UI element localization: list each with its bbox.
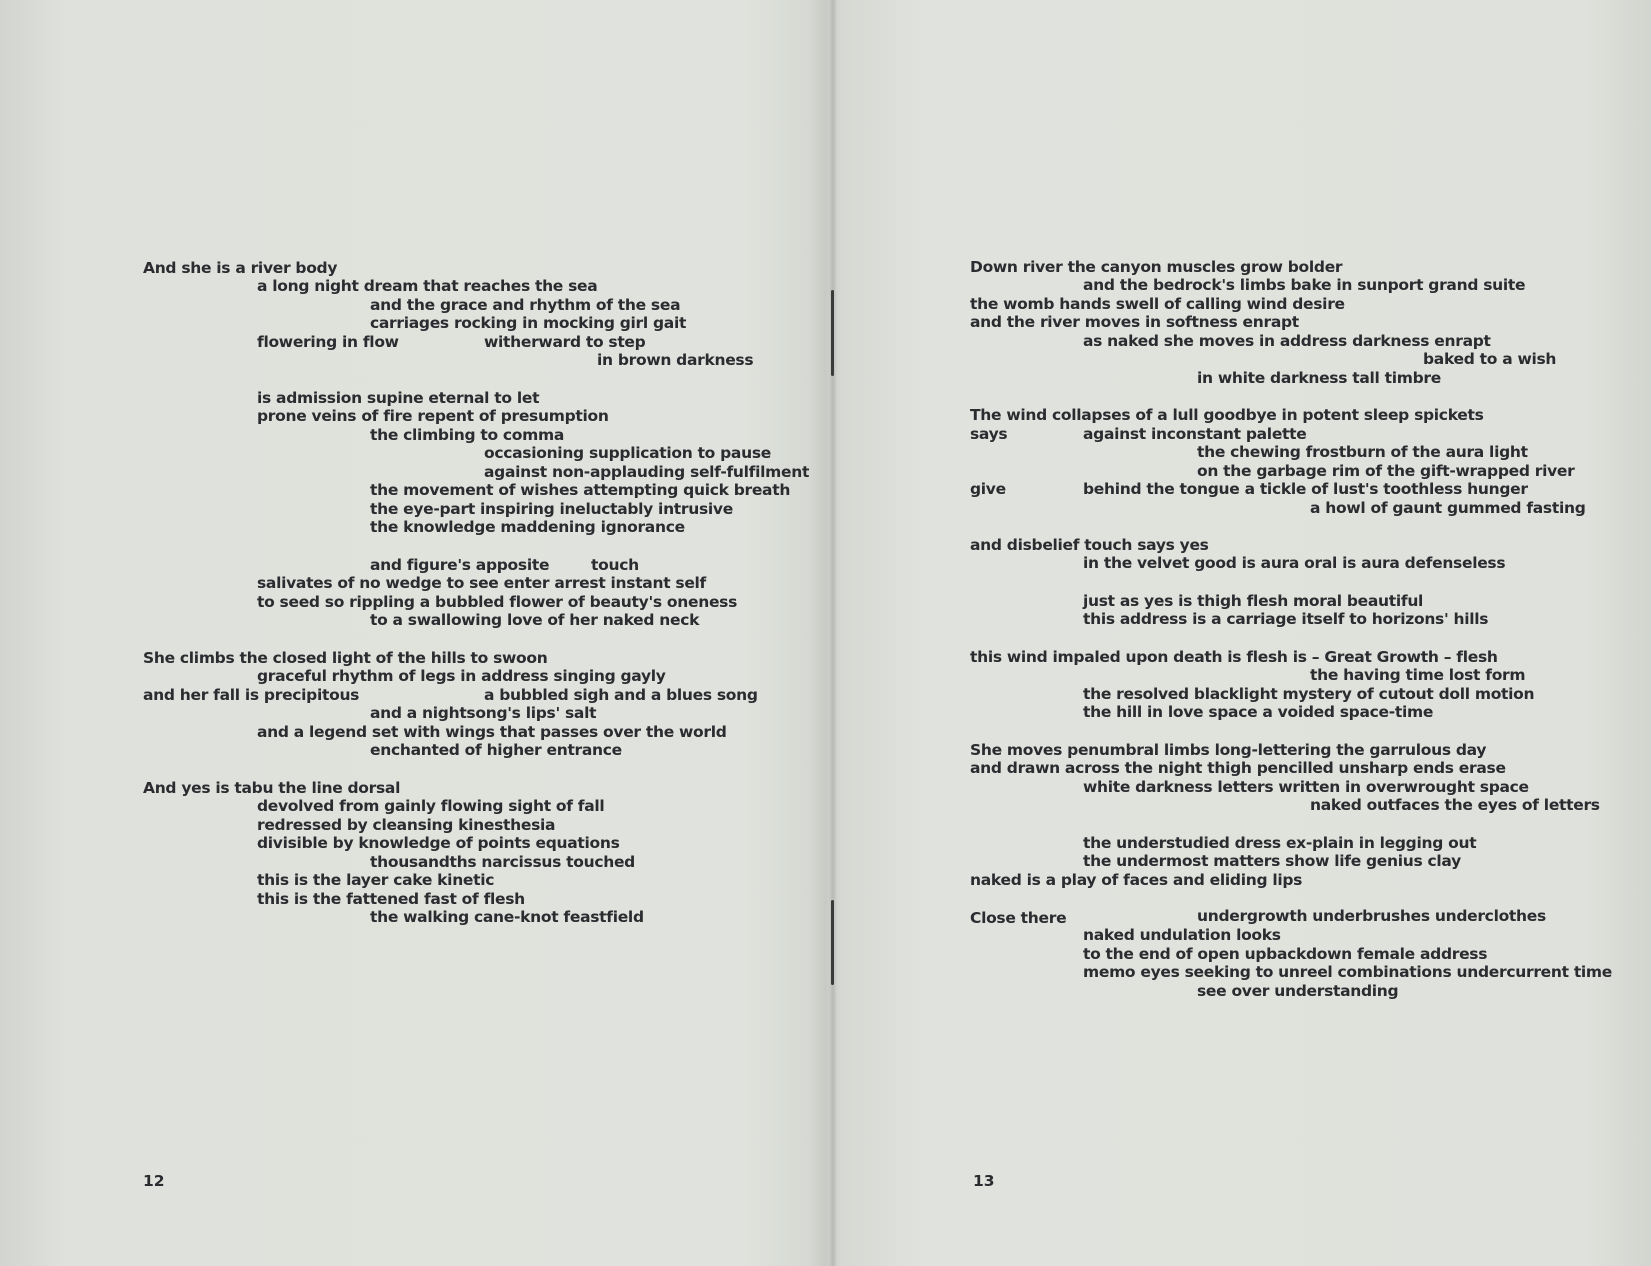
poem-line: this address is a carriage itself to horizons' hills [1083,610,1489,628]
poem-line: in white darkness tall timbre [1197,369,1441,387]
poem-line: and the bedrock's limbs bake in sunport grand suite [1083,276,1526,294]
poem-line: and a nightsong's lips' salt [370,704,597,722]
poem-line: occasioning supplication to pause [484,444,771,462]
poem-line: Down river the canyon muscles grow bolder [970,258,1343,276]
poem-line: in brown darkness [597,351,754,369]
poem-line: to seed so rippling a bubbled flower of beauty's oneness [257,593,738,611]
poem-line: naked outfaces the eyes of letters [1310,796,1600,814]
poem-line: flowering in flow [257,333,399,351]
page-number: 13 [973,1172,995,1190]
poem-line: and disbelief touch says yes [970,536,1209,554]
poem-line: to a swallowing love of her naked neck [370,611,700,629]
poem-line: in the velvet good is aura oral is aura defenseless [1083,554,1506,572]
poem-line: a howl of gaunt gummed fasting [1310,499,1586,517]
poem-line: this wind impaled upon death is flesh is – Great Growth – flesh [970,648,1498,666]
poem-line: on the garbage rim of the gift-wrapped river [1197,462,1575,480]
poem-line: memo eyes seeking to unreel combinations undercurrent time [1083,963,1612,981]
poem-line: the undermost matters show life genius clay [1083,852,1461,870]
poem-line: Close there [970,909,1067,927]
poem-line: as naked she moves in address darkness enrapt [1083,332,1491,350]
poem-line: the knowledge maddening ignorance [370,518,685,536]
poem-line: just as yes is thigh flesh moral beautiful [1083,592,1424,610]
poem-line: devolved from gainly flowing sight of fall [257,797,605,815]
poem-line: and the river moves in softness enrapt [970,313,1299,331]
poem-line: is admission supine eternal to let [257,389,540,407]
poem-line: She moves penumbral limbs long-lettering the garrulous day [970,741,1487,759]
poem-line: undergrowth underbrushes underclothes [1197,907,1546,925]
poem-line: touch [591,556,639,574]
poem-line: salivates of no wedge to see enter arrest instant self [257,574,706,592]
poem-line: The wind collapses of a lull goodbye in potent sleep spickets [970,406,1484,424]
poem-line: says [970,425,1008,443]
poem-line: against non-applauding self-fulfilment [484,463,810,481]
poem-line: carriages rocking in mocking girl gait [370,314,687,332]
poem-line: the understudied dress ex-plain in legging out [1083,834,1477,852]
poem-line: the womb hands swell of calling wind desire [970,295,1345,313]
poem-line: naked is a play of faces and eliding lips [970,871,1303,889]
poem-line: baked to a wish [1423,350,1557,368]
poem-line: this is the fattened fast of flesh [257,890,525,908]
poem-line: and the grace and rhythm of the sea [370,296,681,314]
poem-line: graceful rhythm of legs in address singing gayly [257,667,666,685]
poem-line: And she is a river body [143,259,338,277]
poem-line: see over understanding [1197,982,1399,1000]
poem-line: the resolved blacklight mystery of cutout doll motion [1083,685,1535,703]
right-page [833,0,1651,1266]
poem-line: the climbing to comma [370,426,565,444]
poem-line: the walking cane-knot feastfield [370,908,644,926]
poem-line: thousandths narcissus touched [370,853,635,871]
poem-line: and figure's apposite [370,556,550,574]
poem-line: the hill in love space a voided space-time [1083,703,1434,721]
poem-line: And yes is tabu the line dorsal [143,779,401,797]
poem-line: enchanted of higher entrance [370,741,622,759]
poem-line: prone veins of fire repent of presumption [257,407,609,425]
page-number: 12 [143,1172,165,1190]
poem-line: She climbs the closed light of the hills to swoon [143,649,548,667]
poem-line: the movement of wishes attempting quick breath [370,481,791,499]
poem-line: against inconstant palette [1083,425,1307,443]
poem-line: the eye-part inspiring ineluctably intrusive [370,500,733,518]
poem-line: this is the layer cake kinetic [257,871,495,889]
poem-line: a long night dream that reaches the sea [257,277,598,295]
poem-line: witherward to step [484,333,646,351]
poem-line: to the end of open upbackdown female address [1083,945,1488,963]
poem-line: the having time lost form [1310,666,1526,684]
poem-line: and drawn across the night thigh pencilled unsharp ends erase [970,759,1506,777]
poem-line: naked undulation looks [1083,926,1281,944]
poem-line: and her fall is precipitous [143,686,360,704]
poem-line: divisible by knowledge of points equations [257,834,620,852]
poem-line: a bubbled sigh and a blues song [484,686,758,704]
poem-line: behind the tongue a tickle of lust's toothless hunger [1083,480,1528,498]
poem-line: and a legend set with wings that passes over the world [257,723,727,741]
poem-line: give [970,480,1006,498]
poem-line: white darkness letters written in overwrought space [1083,778,1529,796]
poem-line: redressed by cleansing kinesthesia [257,816,556,834]
poem-line: the chewing frostburn of the aura light [1197,443,1528,461]
right-poem [833,0,1651,1266]
